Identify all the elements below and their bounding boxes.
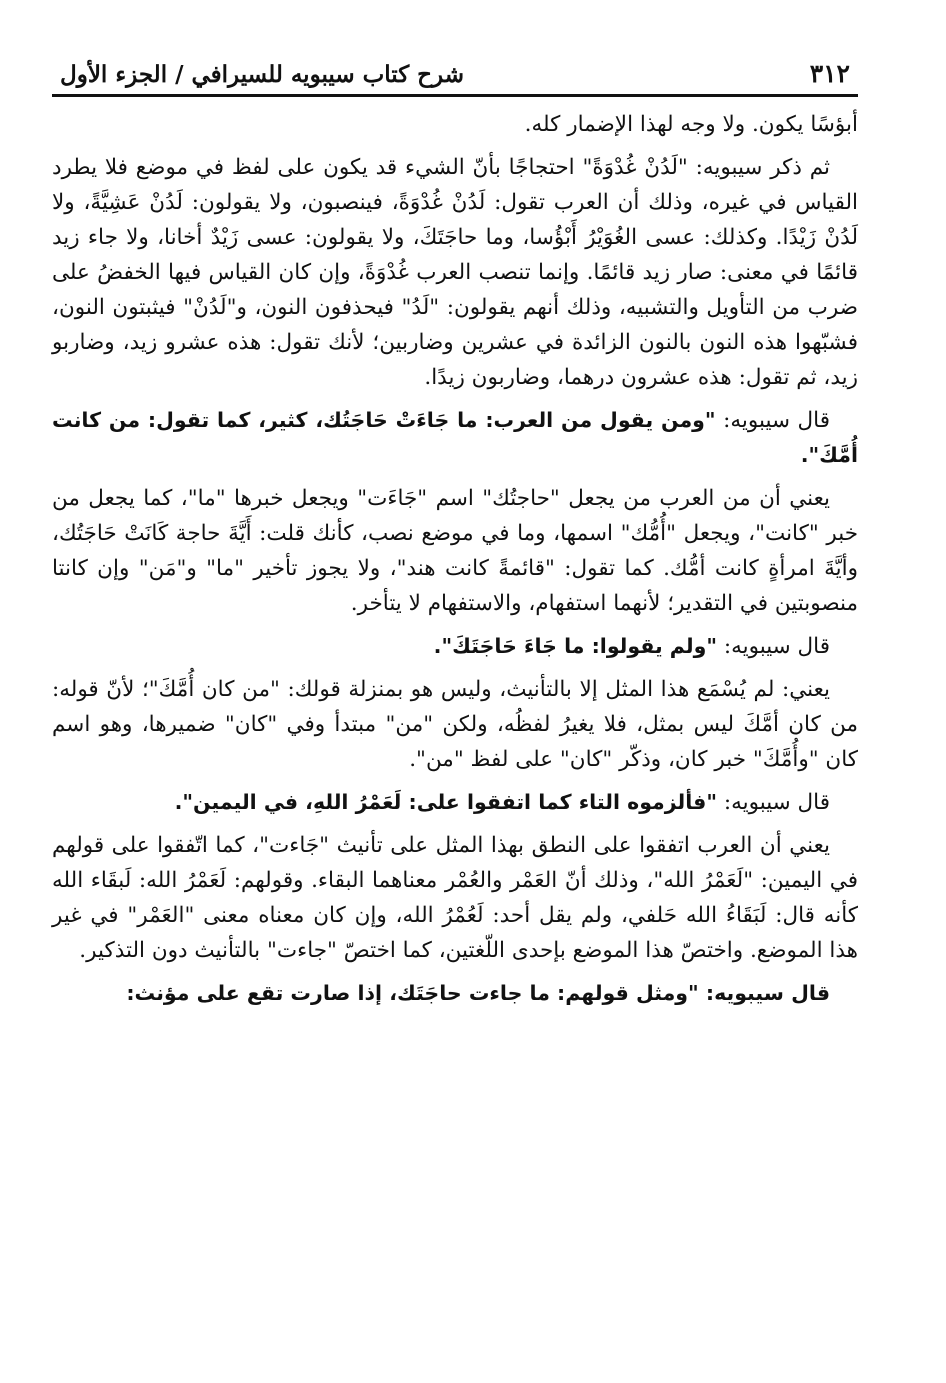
sibawayh-quote-3: [52, 785, 858, 820]
quote-text: "ولم يقولوا: ما جَاءَ حَاجَتَكَ".: [433, 634, 718, 658]
paragraph-commentary-1: [52, 481, 858, 621]
quote-text: "ومن يقول من العرب: ما جَاءَتْ حَاجَتُك، كثير، كما تقول: من كانت أُمَّكَ".: [52, 408, 858, 467]
quote-intro: قال سيبويه:: [717, 634, 830, 659]
quote-intro: قال سيبويه:: [715, 408, 830, 433]
paragraph-ladun: [52, 150, 858, 395]
page-number: ٣١٢: [809, 59, 850, 88]
paragraph-text: يعني: لم يُسْمَع هذا المثل إلا بالتأنيث، وليس هو بمنزلة قولك: "من كان أُمَّكَ"؛ لأنّ قوله: من كان أمَّكَ ليس بمثل، فلا يغيرُ لفظُه، ولكن "من" مبتدأ وفي "كان" ضميرها، وهو اسم كان "وأُمَّكَ" خبر كان، وذكّر "كان" على لفظ "من".: [52, 677, 858, 772]
paragraph-continuation: [52, 107, 858, 142]
page-body: [52, 107, 858, 1011]
paragraph-text: ثم ذكر سيبويه: "لَدُنْ غُدْوَةً" احتجاجًا بأنّ الشيء قد يكون على لفظ في موضع فلا يطرد القياس في غيره، وذلك أن العرب تقول: لَدُنْ غُدْوَةً، فينصبون، ولا يقولون: لَدُنْ عَشِيَّةً، ولا لَدُنْ زَيْدًا. وكذلك: عسى الغُوَيْرُ أَبْؤُسا، وما حاجَتَكَ، ولا يقولون: عسى زَيْدٌ أخانا، ولا جاء زيد قائمًا في معنى: صار زيد قائمًا. وإنما تنصب العرب غُدْوَةً، وإن كان القياس فيها الخفضُ على ضرب من التأويل والتشبيه، وذلك أنهم يقولون: "لَدُ" فيحذفون النون، و"لَدُنْ" فيثبتون النون، فشبّهوا هذه النون بالنون الزائدة في عشرين وضاربين؛ لأنك تقول: هذه عشرو زيد، وضاربو زيد، ثم تقول: هذه عشرون درهما، وضاربون زيدًا.: [52, 155, 858, 390]
paragraph-commentary-2: [52, 672, 858, 777]
quote-text: قال سيبويه: "ومثل قولهم: ما جاءت حاجَتَك، إذا صارت تقع على مؤنث:: [126, 981, 830, 1005]
quote-text: "فألزموه التاء كما اتفقوا على: لَعَمْرُ اللهِ، في اليمين".: [174, 790, 718, 814]
running-title: شرح كتاب سيبويه للسيرافي / الجزء الأول: [60, 61, 464, 88]
header-rule: [52, 94, 858, 97]
paragraph-text: أبؤسًا يكون. ولا وجه لهذا الإضمار كله.: [524, 112, 858, 137]
quote-intro: قال سيبويه:: [717, 790, 830, 815]
sibawayh-quote-2: [52, 629, 858, 664]
paragraph-text: يعني أن العرب اتفقوا على النطق بهذا المثل على تأنيث "جَاءت"، كما اتّفقوا على قولهم في اليمين: "لَعَمْرُ الله"، وذلك أنّ العَمْر والعُمْر معناهما البقاء. وقولهم: لَعَمْرُ الله: لَبقَاء الله كأنه قال: لَبَقَاءُ الله حَلفي، ولم يقل أحد: لَعُمْرُ الله، وإن كان معناه معنى "العَمْر" في غير هذا الموضع. واختصّ هذا الموضع بإحدى اللّغتين، كما اختصّ "جاءت" بالتأنيث دون التذكير.: [52, 833, 858, 963]
book-page: [52, 44, 858, 1364]
sibawayh-quote-1: [52, 403, 858, 473]
page-header: [52, 44, 858, 92]
sibawayh-quote-4: [52, 976, 858, 1011]
paragraph-text: يعني أن من العرب من يجعل "حاجتُك" اسم "جَاءَت" ويجعل خبرها "ما"، كما يجعل من خبر "كانت"، ويجعل "أُمُّك" اسمها، وما في موضع نصب، كأنك قلت: أَيَّةَ حاجة كَانَتْ حَاجَتُك، وأيَّةَ امرأةٍ كانت أمُّك. كما تقول: "قائمةً كانت هند"، ولا يجوز تأخير "ما" و"مَن" وإن كانتا منصوبتين في التقدير؛ لأنهما استفهام، والاستفهام لا يتأخر.: [52, 486, 858, 616]
paragraph-commentary-3: [52, 828, 858, 968]
